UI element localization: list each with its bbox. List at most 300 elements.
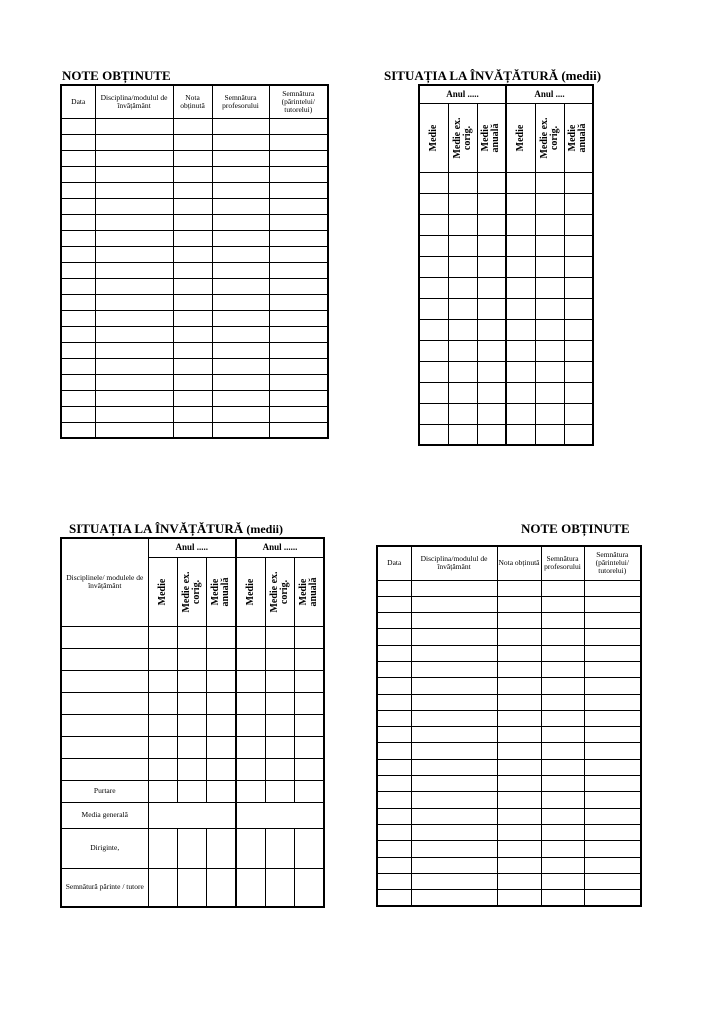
table-cell[interactable] [377,776,411,792]
table-cell[interactable] [173,278,212,294]
table-cell[interactable] [584,759,641,775]
table-cell[interactable] [95,230,173,246]
table-cell[interactable] [448,193,477,214]
table-cell[interactable] [377,727,411,743]
table-cell[interactable] [61,342,95,358]
table-cell[interactable] [506,235,535,256]
table-cell[interactable] [61,262,95,278]
table-cell[interactable] [541,824,584,840]
table-cell[interactable] [477,256,506,277]
table-cell[interactable] [477,319,506,340]
table-cell[interactable] [148,670,177,692]
table-cell[interactable] [564,361,593,382]
table-cell[interactable] [535,361,564,382]
table-cell[interactable] [411,710,497,726]
table-cell[interactable] [584,580,641,596]
table-cell[interactable] [212,166,269,182]
table-cell[interactable] [477,214,506,235]
table-cell[interactable] [148,626,177,648]
table-cell[interactable] [148,714,177,736]
table-cell[interactable] [269,118,328,134]
table-cell[interactable] [448,424,477,445]
table-cell[interactable] [61,230,95,246]
table-cell[interactable] [61,134,95,150]
table-cell[interactable] [95,406,173,422]
table-cell[interactable] [95,182,173,198]
table-cell[interactable] [411,890,497,906]
table-cell[interactable] [294,648,324,670]
table-cell[interactable] [269,374,328,390]
table-cell[interactable] [173,390,212,406]
table-cell[interactable] [212,198,269,214]
table-cell[interactable] [148,758,177,780]
table-cell[interactable] [177,758,206,780]
table-cell[interactable] [541,857,584,873]
table-cell[interactable] [377,694,411,710]
table-cell[interactable] [584,857,641,873]
table-cell[interactable] [564,235,593,256]
table-cell[interactable] [497,710,541,726]
table-cell[interactable] [377,710,411,726]
table-cell[interactable] [419,172,448,193]
table-cell[interactable] [173,198,212,214]
table-cell[interactable] [506,361,535,382]
table-cell[interactable] [497,629,541,645]
table-cell[interactable] [584,873,641,889]
table-cell[interactable] [212,342,269,358]
table-cell[interactable] [61,736,148,758]
table-cell[interactable] [506,403,535,424]
table-cell[interactable] [541,727,584,743]
table-cell[interactable] [535,256,564,277]
table-cell[interactable] [95,358,173,374]
table-cell[interactable] [584,743,641,759]
table-cell[interactable] [269,246,328,262]
table-cell[interactable] [212,214,269,230]
table-cell[interactable] [95,262,173,278]
table-cell[interactable] [564,214,593,235]
table-cell[interactable] [535,319,564,340]
table-cell[interactable] [61,358,95,374]
table-cell[interactable] [584,613,641,629]
table-cell[interactable] [236,714,265,736]
table-cell[interactable] [61,246,95,262]
table-cell[interactable] [177,648,206,670]
table-cell[interactable] [173,374,212,390]
table-cell[interactable] [411,596,497,612]
table-cell[interactable] [173,246,212,262]
table-cell[interactable] [269,310,328,326]
table-cell[interactable] [212,326,269,342]
table-cell[interactable] [95,278,173,294]
table-cell[interactable] [541,694,584,710]
table-cell[interactable] [584,841,641,857]
table-cell[interactable] [61,198,95,214]
table-cell[interactable] [61,626,148,648]
table-cell[interactable] [294,736,324,758]
table-cell[interactable] [411,759,497,775]
table-cell[interactable] [497,580,541,596]
table-cell[interactable] [269,390,328,406]
table-cell[interactable] [564,340,593,361]
table-cell[interactable] [212,294,269,310]
table-cell[interactable] [61,214,95,230]
table-cell[interactable] [95,246,173,262]
table-cell[interactable] [173,150,212,166]
table-cell[interactable] [148,736,177,758]
table-cell[interactable] [95,374,173,390]
table-cell[interactable] [419,214,448,235]
table-cell[interactable] [206,758,236,780]
table-cell[interactable] [177,670,206,692]
table-cell[interactable] [95,166,173,182]
table-cell[interactable] [377,613,411,629]
table-cell[interactable] [584,645,641,661]
table-cell[interactable] [448,214,477,235]
table-cell[interactable] [411,629,497,645]
table-cell[interactable] [177,714,206,736]
table-cell[interactable] [506,214,535,235]
table-cell[interactable] [173,422,212,438]
table-cell[interactable] [584,808,641,824]
table-cell[interactable] [419,277,448,298]
table-cell[interactable] [564,319,593,340]
table-cell[interactable] [265,758,294,780]
table-cell[interactable] [212,150,269,166]
table-cell[interactable] [377,808,411,824]
table-cell[interactable] [269,326,328,342]
table-cell[interactable] [506,340,535,361]
table-cell[interactable] [419,298,448,319]
table-cell[interactable] [61,758,148,780]
table-cell[interactable] [95,198,173,214]
table-cell[interactable] [269,262,328,278]
table-cell[interactable] [448,277,477,298]
table-cell[interactable] [377,661,411,677]
table-cell[interactable] [177,692,206,714]
table-cell[interactable] [541,629,584,645]
table-cell[interactable] [477,424,506,445]
table-cell[interactable] [61,182,95,198]
table-cell[interactable] [497,759,541,775]
table-cell[interactable] [377,857,411,873]
table-cell[interactable] [535,403,564,424]
table-cell[interactable] [206,736,236,758]
table-cell[interactable] [95,134,173,150]
table-cell[interactable] [173,342,212,358]
table-cell[interactable] [541,808,584,824]
table-cell[interactable] [448,235,477,256]
table-cell[interactable] [206,626,236,648]
table-cell[interactable] [535,193,564,214]
table-cell[interactable] [177,626,206,648]
table-cell[interactable] [269,166,328,182]
table-cell[interactable] [377,890,411,906]
table-cell[interactable] [535,172,564,193]
table-cell[interactable] [477,277,506,298]
table-cell[interactable] [95,326,173,342]
table-cell[interactable] [535,424,564,445]
table-cell[interactable] [584,824,641,840]
table-cell[interactable] [584,661,641,677]
table-cell[interactable] [212,422,269,438]
table-cell[interactable] [148,648,177,670]
table-cell[interactable] [212,278,269,294]
table-cell[interactable] [236,736,265,758]
table-cell[interactable] [584,596,641,612]
table-cell[interactable] [419,319,448,340]
table-cell[interactable] [535,382,564,403]
table-cell[interactable] [477,172,506,193]
table-cell[interactable] [448,361,477,382]
table-cell[interactable] [497,645,541,661]
table-cell[interactable] [497,694,541,710]
table-cell[interactable] [212,390,269,406]
table-cell[interactable] [212,182,269,198]
table-cell[interactable] [61,326,95,342]
table-cell[interactable] [419,424,448,445]
table-cell[interactable] [535,298,564,319]
table-cell[interactable] [506,424,535,445]
table-cell[interactable] [173,182,212,198]
table-cell[interactable] [236,692,265,714]
table-cell[interactable] [541,661,584,677]
table-cell[interactable] [506,319,535,340]
table-cell[interactable] [541,759,584,775]
table-cell[interactable] [497,743,541,759]
table-cell[interactable] [269,214,328,230]
table-cell[interactable] [411,645,497,661]
table-cell[interactable] [411,776,497,792]
table-cell[interactable] [584,890,641,906]
table-cell[interactable] [411,694,497,710]
table-cell[interactable] [506,382,535,403]
table-cell[interactable] [411,808,497,824]
table-cell[interactable] [269,230,328,246]
table-cell[interactable] [206,692,236,714]
table-cell[interactable] [506,193,535,214]
table-cell[interactable] [61,390,95,406]
table-cell[interactable] [212,310,269,326]
table-cell[interactable] [506,298,535,319]
table-cell[interactable] [269,358,328,374]
table-cell[interactable] [535,235,564,256]
table-cell[interactable] [236,648,265,670]
table-cell[interactable] [584,694,641,710]
table-cell[interactable] [535,214,564,235]
table-cell[interactable] [265,670,294,692]
table-cell[interactable] [61,422,95,438]
table-cell[interactable] [477,340,506,361]
table-cell[interactable] [377,824,411,840]
table-cell[interactable] [206,670,236,692]
table-cell[interactable] [541,678,584,694]
table-cell[interactable] [564,403,593,424]
table-cell[interactable] [419,382,448,403]
table-cell[interactable] [497,841,541,857]
table-cell[interactable] [411,613,497,629]
table-cell[interactable] [541,613,584,629]
table-cell[interactable] [477,382,506,403]
table-cell[interactable] [294,714,324,736]
table-cell[interactable] [448,340,477,361]
table-cell[interactable] [411,580,497,596]
table-cell[interactable] [173,230,212,246]
table-cell[interactable] [95,310,173,326]
table-cell[interactable] [419,256,448,277]
table-cell[interactable] [212,374,269,390]
table-cell[interactable] [269,406,328,422]
table-cell[interactable] [61,278,95,294]
table-cell[interactable] [584,678,641,694]
table-cell[interactable] [497,890,541,906]
table-cell[interactable] [584,629,641,645]
table-cell[interactable] [419,235,448,256]
table-cell[interactable] [269,342,328,358]
table-cell[interactable] [377,873,411,889]
table-cell[interactable] [497,808,541,824]
table-cell[interactable] [419,403,448,424]
table-cell[interactable] [61,648,148,670]
table-cell[interactable] [236,758,265,780]
table-cell[interactable] [477,361,506,382]
table-cell[interactable] [269,294,328,310]
table-cell[interactable] [265,692,294,714]
table-cell[interactable] [584,776,641,792]
table-cell[interactable] [212,358,269,374]
table-cell[interactable] [411,873,497,889]
table-cell[interactable] [497,824,541,840]
table-cell[interactable] [497,613,541,629]
table-cell[interactable] [173,118,212,134]
table-cell[interactable] [411,661,497,677]
table-cell[interactable] [564,193,593,214]
table-cell[interactable] [448,382,477,403]
table-cell[interactable] [377,841,411,857]
table-cell[interactable] [411,841,497,857]
table-cell[interactable] [497,727,541,743]
table-cell[interactable] [448,298,477,319]
table-cell[interactable] [212,118,269,134]
table-cell[interactable] [377,792,411,808]
table-cell[interactable] [212,406,269,422]
table-cell[interactable] [535,277,564,298]
table-cell[interactable] [477,235,506,256]
table-cell[interactable] [419,340,448,361]
table-cell[interactable] [506,256,535,277]
table-cell[interactable] [265,648,294,670]
table-cell[interactable] [377,678,411,694]
table-cell[interactable] [419,193,448,214]
table-cell[interactable] [269,198,328,214]
table-cell[interactable] [377,645,411,661]
table-cell[interactable] [377,596,411,612]
table-cell[interactable] [173,310,212,326]
table-cell[interactable] [265,736,294,758]
table-cell[interactable] [61,310,95,326]
table-cell[interactable] [269,182,328,198]
table-cell[interactable] [148,692,177,714]
table-cell[interactable] [535,340,564,361]
table-cell[interactable] [411,857,497,873]
table-cell[interactable] [584,792,641,808]
table-cell[interactable] [448,403,477,424]
table-cell[interactable] [541,743,584,759]
table-cell[interactable] [377,580,411,596]
table-cell[interactable] [411,678,497,694]
table-cell[interactable] [541,596,584,612]
table-cell[interactable] [564,382,593,403]
table-cell[interactable] [477,298,506,319]
table-cell[interactable] [177,736,206,758]
table-cell[interactable] [173,214,212,230]
table-cell[interactable] [173,262,212,278]
table-cell[interactable] [173,294,212,310]
table-cell[interactable] [564,172,593,193]
table-cell[interactable] [173,134,212,150]
table-cell[interactable] [269,422,328,438]
table-cell[interactable] [477,403,506,424]
table-cell[interactable] [564,424,593,445]
table-cell[interactable] [95,422,173,438]
table-cell[interactable] [564,277,593,298]
table-cell[interactable] [212,246,269,262]
table-cell[interactable] [95,214,173,230]
table-cell[interactable] [448,172,477,193]
table-cell[interactable] [236,626,265,648]
table-cell[interactable] [541,841,584,857]
table-cell[interactable] [497,776,541,792]
table-cell[interactable] [541,873,584,889]
table-cell[interactable] [61,118,95,134]
table-cell[interactable] [173,326,212,342]
table-cell[interactable] [212,230,269,246]
table-cell[interactable] [269,278,328,294]
table-cell[interactable] [377,629,411,645]
table-cell[interactable] [212,134,269,150]
table-cell[interactable] [294,670,324,692]
table-cell[interactable] [411,743,497,759]
table-cell[interactable] [541,580,584,596]
table-cell[interactable] [497,873,541,889]
table-cell[interactable] [564,256,593,277]
table-cell[interactable] [61,374,95,390]
table-cell[interactable] [541,710,584,726]
table-cell[interactable] [419,361,448,382]
table-cell[interactable] [61,670,148,692]
table-cell[interactable] [269,150,328,166]
table-cell[interactable] [265,714,294,736]
table-cell[interactable] [584,710,641,726]
table-cell[interactable] [497,857,541,873]
table-cell[interactable] [61,714,148,736]
table-cell[interactable] [564,298,593,319]
table-cell[interactable] [411,727,497,743]
table-cell[interactable] [61,166,95,182]
table-cell[interactable] [506,172,535,193]
table-cell[interactable] [584,727,641,743]
table-cell[interactable] [206,648,236,670]
table-cell[interactable] [411,792,497,808]
table-cell[interactable] [294,626,324,648]
table-cell[interactable] [61,406,95,422]
table-cell[interactable] [497,661,541,677]
table-cell[interactable] [377,759,411,775]
table-cell[interactable] [212,262,269,278]
table-cell[interactable] [497,678,541,694]
table-cell[interactable] [95,294,173,310]
table-cell[interactable] [294,692,324,714]
